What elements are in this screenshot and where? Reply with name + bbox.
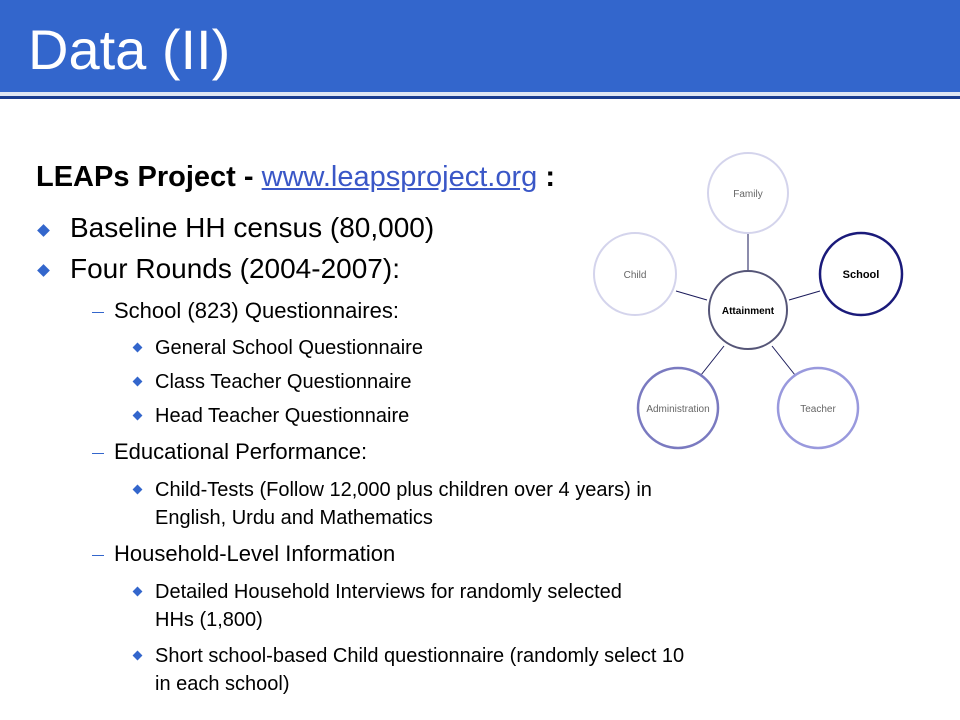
child-label: Child xyxy=(623,270,647,281)
connector-administration xyxy=(701,346,724,375)
sub-educational-performance: Educational Performance: xyxy=(114,439,368,464)
attainment-label: Attainment xyxy=(721,306,775,317)
family-label: Family xyxy=(733,189,763,200)
sub-household-info: Household-Level Information xyxy=(114,541,396,566)
bullet-four-rounds: Four Rounds (2004-2007): xyxy=(70,253,400,284)
node-teacher xyxy=(778,368,858,448)
school-item-general: General School Questionnaire xyxy=(155,337,423,359)
heading-prefix: LEAPs Project - xyxy=(36,161,262,193)
page-title: Data (II) xyxy=(28,18,231,81)
node-attainment xyxy=(709,271,787,349)
node-school xyxy=(820,233,902,315)
bullet-baseline-census: Baseline HH census (80,000) xyxy=(70,212,435,243)
connector-child xyxy=(676,291,707,300)
node-child xyxy=(594,233,676,315)
administration-label: Administration xyxy=(646,404,710,415)
edu-item-child-tests: Child-Tests (Follow 12,000 plus children over 4 years) in English, Urdu and Mathematics xyxy=(155,479,652,529)
school-label: School xyxy=(842,269,880,281)
connector-school xyxy=(789,291,820,300)
heading-suffix: : xyxy=(537,161,555,193)
school-item-head-teacher: Head Teacher Questionnaire xyxy=(155,405,410,427)
hh-item-interviews: Detailed Household Interviews for randomly selected HHs (1,800) xyxy=(155,581,622,631)
project-link[interactable]: www.leapsproject.org xyxy=(261,161,538,193)
sub-school-questionnaires: School (823) Questionnaires: xyxy=(114,298,399,323)
teacher-label: Teacher xyxy=(800,404,836,415)
hh-item-child-questionnaire: Short school-based Child questionnaire (randomly select 10 in each school) xyxy=(155,645,685,695)
connector-teacher xyxy=(772,346,795,375)
school-item-class-teacher: Class Teacher Questionnaire xyxy=(155,371,412,393)
node-family xyxy=(708,153,788,233)
node-administration xyxy=(638,368,718,448)
